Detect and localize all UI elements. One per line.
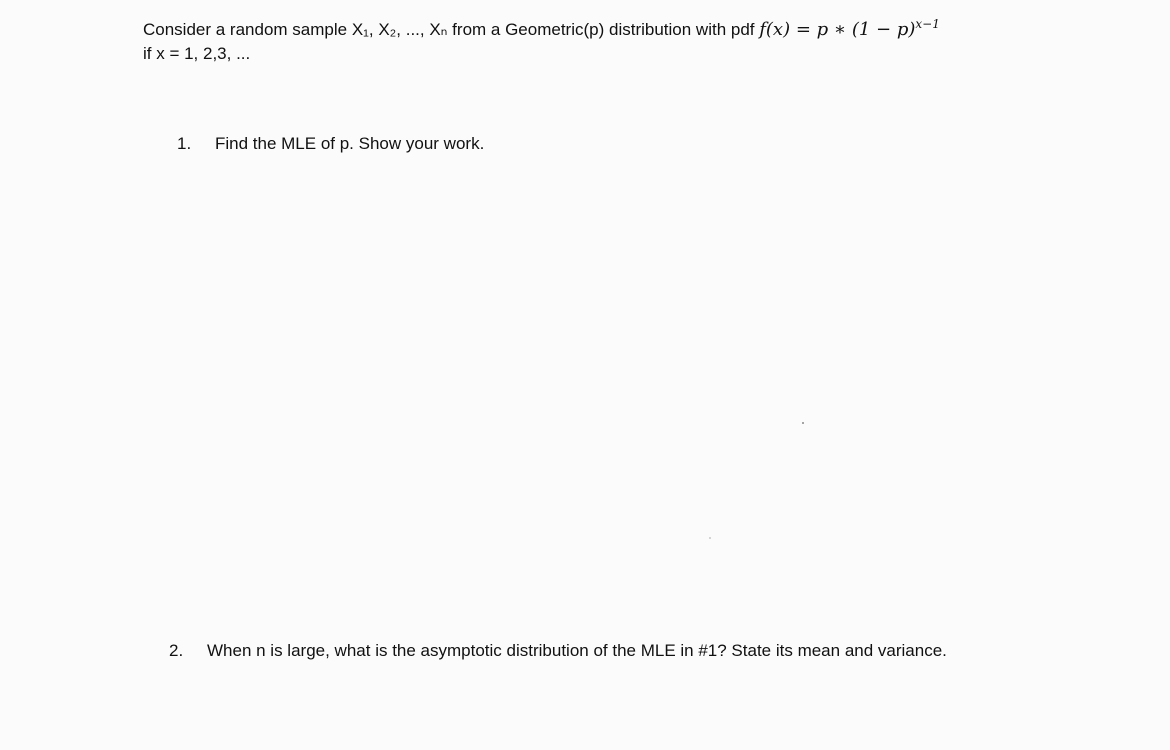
support-statement: if x = 1, 2,3, ... bbox=[143, 44, 251, 63]
pdf-formula bbox=[759, 16, 940, 40]
scan-speck bbox=[709, 537, 711, 539]
question-number: 2. bbox=[169, 641, 184, 660]
problem-statement bbox=[143, 16, 1133, 68]
question-number: 1. bbox=[177, 134, 192, 153]
question-1 bbox=[177, 127, 877, 160]
pdf-formula-expression: f(x) = p ∗ (1 − p) bbox=[759, 19, 916, 40]
question-text: Find the MLE of p. Show your work. bbox=[215, 134, 485, 153]
question-2 bbox=[169, 634, 989, 667]
question-text: When n is large, what is the asymptotic distribution of the MLE in #1? State its mean and variance. bbox=[207, 641, 947, 660]
pdf-formula-exponent: x−1 bbox=[915, 16, 940, 31]
scan-speck bbox=[802, 422, 804, 424]
problem-statement-text: Consider a random sample X₁, X₂, ..., Xₙ from a Geometric(p) distribution with pdf bbox=[143, 20, 760, 39]
